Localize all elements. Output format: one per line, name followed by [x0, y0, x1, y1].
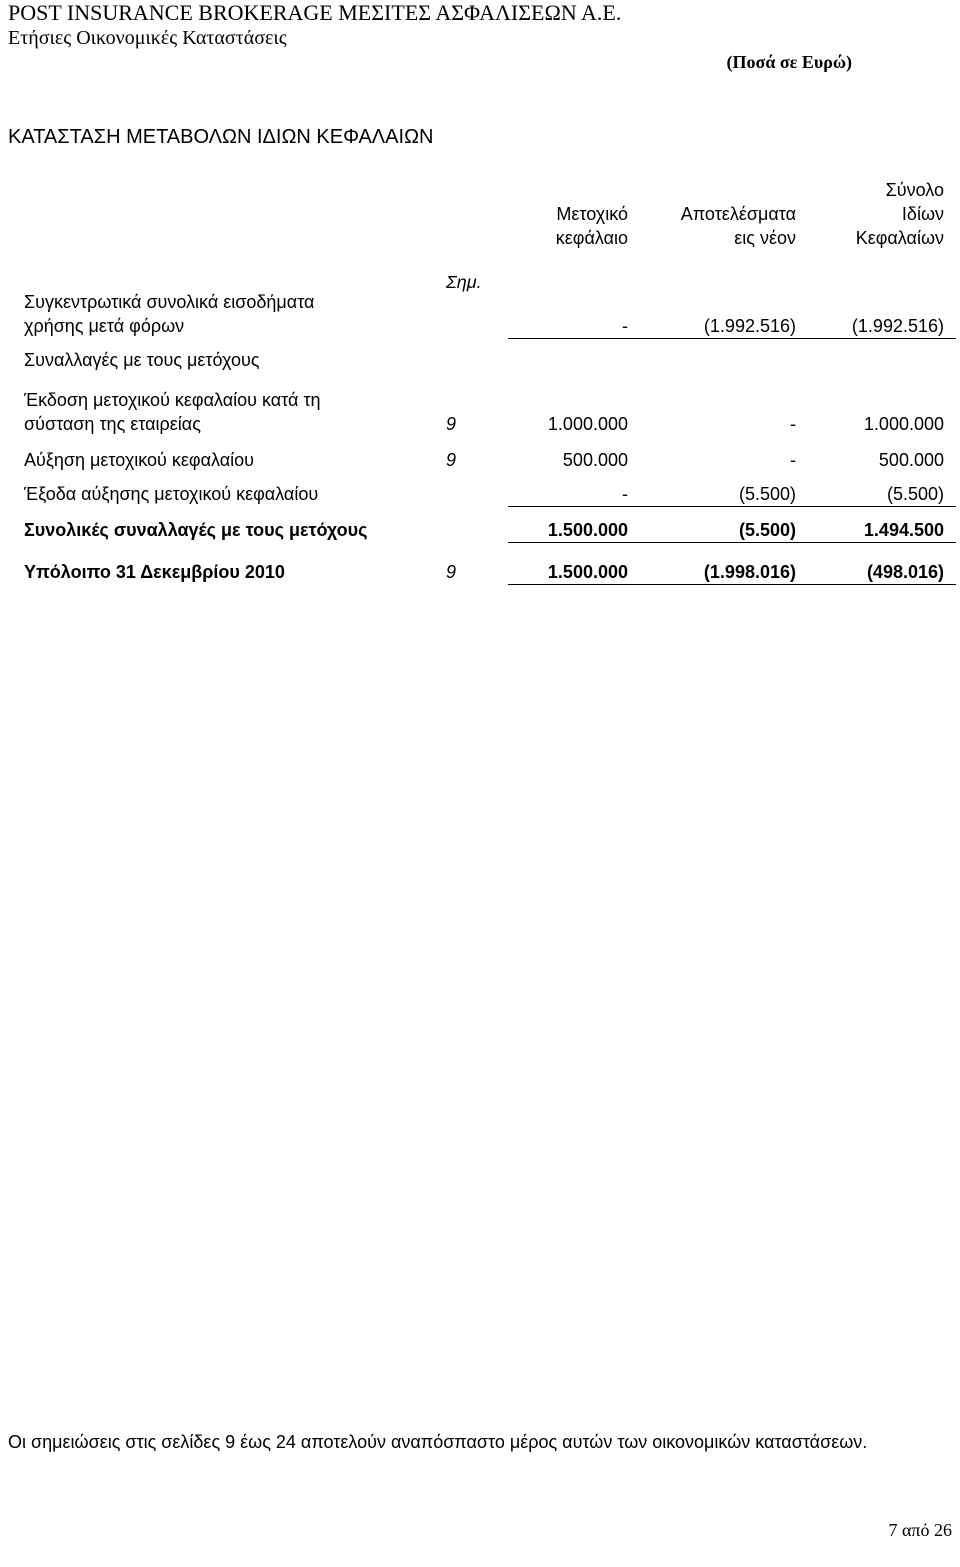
total-rule: [508, 338, 956, 339]
total-rule: [508, 584, 956, 585]
table-cell: 1.500.000: [547, 520, 628, 540]
note-ref: 9: [446, 562, 457, 582]
subtotal-rule: [508, 542, 956, 543]
table-cell: -: [622, 484, 628, 504]
table-row-label: Αύξηση μετοχικού κεφαλαίου: [24, 450, 254, 470]
table-row-label: Συγκεντρωτικά συνολικά εισοδήματα χρήσης μετά φόρων: [24, 292, 315, 336]
table-cell: 500.000: [562, 450, 628, 470]
column-header-total-equity: Σύνολο Ιδίων Κεφαλαίων: [855, 180, 944, 248]
statement-title: ΚΑΤΑΣΤΑΣΗ ΜΕΤΑΒΟΛΩΝ ΙΔΙΩΝ ΚΕΦΑΛΑΙΩΝ: [8, 126, 434, 148]
page-number: 7 από 26: [888, 1520, 952, 1540]
table-cell: (1.992.516): [851, 316, 944, 336]
table-cell: (498.016): [866, 562, 944, 582]
table-row-label: Έκδοση μετοχικού κεφαλαίου κατά τη σύσταση της εταιρείας: [24, 390, 321, 434]
table-cell: (5.500): [886, 484, 944, 504]
table-cell: 1.000.000: [863, 414, 944, 434]
table-cell: (5.500): [738, 484, 796, 504]
subtotal-rule: [508, 506, 956, 507]
table-cell: -: [622, 316, 628, 336]
table-cell: (1.998.016): [703, 562, 796, 582]
table-cell: 500.000: [878, 450, 944, 470]
table-cell: 1.494.500: [863, 520, 944, 540]
note-ref: 9: [446, 414, 457, 434]
column-header-share-capital: Μετοχικό κεφάλαιο: [555, 204, 628, 248]
note-column-header: Σημ.: [446, 272, 482, 292]
table-row-label: Συνολικές συναλλαγές με τους μετόχους: [24, 520, 368, 540]
currency-note: (Ποσά σε Ευρώ): [726, 52, 852, 72]
table-cell: (5.500): [738, 520, 796, 540]
table-cell: 1.000.000: [547, 414, 628, 434]
column-header-retained-earnings: Αποτελέσματα εις νέον: [680, 204, 796, 248]
table-row-label: Έξοδα αύξησης μετοχικού κεφαλαίου: [24, 484, 319, 504]
note-ref: 9: [446, 450, 457, 470]
table-cell: -: [790, 450, 796, 470]
section-heading: Συναλλαγές με τους μετόχους: [24, 350, 260, 370]
footer-notes-statement: Οι σημειώσεις στις σελίδες 9 έως 24 αποτελούν αναπόσπαστο μέρος αυτών των οικονομικών καταστάσεων.: [8, 1432, 868, 1452]
table-cell: (1.992.516): [703, 316, 796, 336]
table-cell: 1.500.000: [547, 562, 628, 582]
table-cell: -: [790, 414, 796, 434]
table-row-label: Υπόλοιπο 31 Δεκεμβρίου 2010: [24, 562, 285, 582]
company-name: POST INSURANCE BROKERAGE ΜΕΣΙΤΕΣ ΑΣΦΑΛΙΣΕΩΝ Α.Ε.: [8, 0, 622, 25]
document-subtitle: Ετήσιες Οικονομικές Καταστάσεις: [8, 27, 287, 49]
